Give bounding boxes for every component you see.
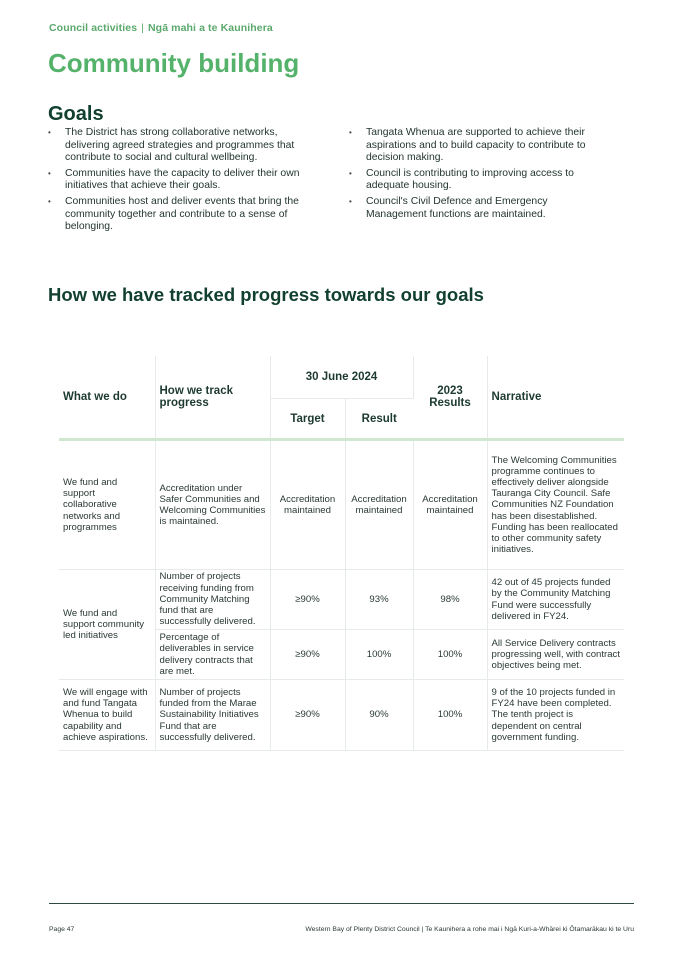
- goal-item: • The District has strong collaborative networks, delivering agreed strategies and programmes that contribute to social and cultural wellbeing.: [48, 127, 310, 165]
- cell-narrative: All Service Delivery contracts progressing well, with contract objectives being met.: [491, 637, 621, 672]
- header-2023-results: 2023 Results: [413, 356, 487, 440]
- goal-item: • Communities host and deliver events that bring the community together and contribute to a sense of belonging.: [48, 196, 310, 234]
- goals-list-right: [349, 127, 594, 224]
- header-result: Result: [345, 399, 413, 440]
- cell-narrative: 9 of the 10 projects funded in FY24 have been completed. The tenth project is dependent on central government funding.: [491, 686, 616, 743]
- cell-target: ≥90%: [270, 680, 345, 751]
- header-what-we-do: What we do: [59, 356, 155, 440]
- breadcrumb-part-1: Council activities: [49, 22, 138, 34]
- breadcrumb-part-2: Ngā mahi a te Kaunihera: [148, 22, 273, 34]
- goal-item: • Council's Civil Defence and Emergency Management functions are maintained.: [349, 196, 594, 221]
- goal-item: • Tangata Whenua are supported to achieve their aspirations and to build capacity to contribute to decision making.: [349, 127, 594, 165]
- header-period: 30 June 2024: [270, 356, 413, 399]
- cell-how: Number of projects receiving funding from Community Matching fund that are successfully delivered.: [155, 570, 270, 630]
- cell-target: Accreditation maintained: [270, 440, 345, 570]
- cell-prior: 100%: [413, 630, 487, 680]
- progress-section-title: How we have tracked progress towards our goals: [48, 284, 484, 305]
- cell-prior: 98%: [413, 570, 487, 630]
- goal-item: • Communities have the capacity to deliver their own initiatives that achieve their goals.: [48, 168, 310, 193]
- page-number: Page 47: [49, 926, 75, 933]
- footer-publication: Western Bay of Plenty District Council | Te Kaunihera a rohe mai i Ngā Kuri-a-Whārei ki Ōtamarākau ki te Uru: [305, 926, 634, 933]
- table-row: [59, 440, 624, 570]
- cell-result: 93%: [345, 570, 413, 630]
- cell-result: Accreditation maintained: [345, 440, 413, 570]
- goals-heading: Goals: [48, 103, 104, 125]
- header-target: Target: [270, 399, 345, 440]
- cell-how: Number of projects funded from the Marae Sustainability Initiatives Fund that are successfully delivered.: [155, 680, 270, 751]
- cell-prior: Accreditation maintained: [413, 440, 487, 570]
- goal-item: • Council is contributing to improving access to adequate housing.: [349, 168, 594, 193]
- cell-what: We fund and support collaborative networks and programmes: [59, 440, 155, 570]
- breadcrumb-separator: |: [141, 22, 144, 34]
- footer-divider: [49, 903, 634, 904]
- cell-how: Percentage of deliverables in service delivery contracts that are met.: [155, 630, 270, 680]
- cell-target: ≥90%: [270, 630, 345, 680]
- cell-result: 90%: [345, 680, 413, 751]
- goals-list-left: [48, 127, 310, 237]
- progress-table: [59, 356, 624, 751]
- cell-narrative: The Welcoming Communities programme continues to effectively deliver alongside Tauranga City Council. Safe Communities NZ Foundation has been disestablished. Funding has been reallocated to other community safety initiatives.: [491, 454, 618, 556]
- page-title: Community building: [48, 48, 300, 78]
- header-narrative: Narrative: [491, 391, 542, 403]
- table-row: [59, 680, 624, 751]
- cell-how: Accreditation under Safer Communities and Welcoming Communities is maintained.: [155, 440, 270, 570]
- breadcrumb: [49, 22, 273, 34]
- cell-narrative: 42 out of 45 projects funded by the Community Matching Fund were successfully delivered in FY24.: [491, 577, 611, 622]
- cell-prior: 100%: [413, 680, 487, 751]
- header-how-we-track: How we track progress: [155, 356, 270, 440]
- cell-what: We fund and support community led initiatives: [59, 570, 155, 680]
- cell-target: ≥90%: [270, 570, 345, 630]
- cell-what: We will engage with and fund Tangata Whenua to build capability and achieve aspirations.: [59, 680, 155, 751]
- table-row: [59, 570, 624, 630]
- cell-result: 100%: [345, 630, 413, 680]
